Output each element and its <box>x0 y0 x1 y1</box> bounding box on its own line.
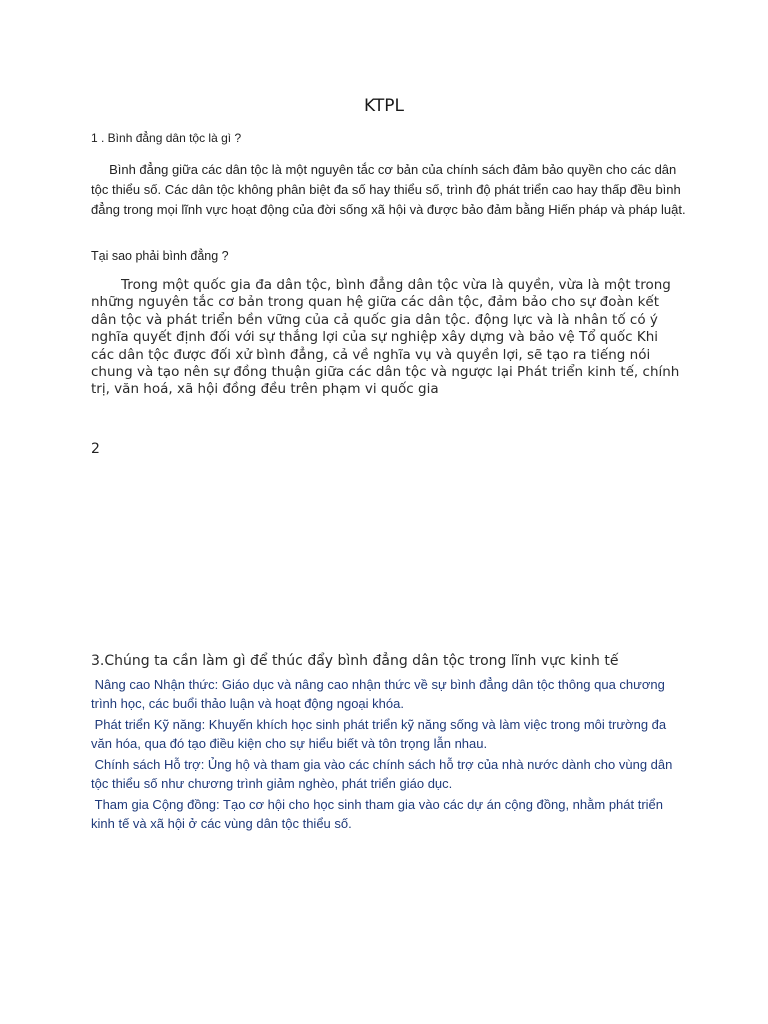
answer-1-text: Bình đẳng giữa các dân tộc là một nguyên tắc cơ bản của chính sách đảm bảo quyền cho các dân tộc thiểu số. Các dân tộc không phân biệt đa số hay thiểu số, trình độ phát triển cao hay thấp đều bình đẳng trong mọi lĩnh vực hoạt động của đời sống xã hội và được bảo đảm bằng Hiến pháp và pháp luật. <box>91 162 686 217</box>
section-3-heading: 3.Chúng ta cần làm gì để thúc đẩy bình đẳng dân tộc trong lĩnh vực kinh tế <box>91 653 619 669</box>
question-1: 1 . Bình đẳng dân tộc là gì ? <box>91 131 242 145</box>
list-item: Phát triển Kỹ năng: Khuyến khích học sinh phát triển kỹ năng sống và làm việc trong môi trường đa văn hóa, qua đó tạo điều kiện cho sự hiểu biết và tôn trọng lẫn nhau. <box>91 717 667 751</box>
section-3-list <box>91 676 683 836</box>
list-item: Chính sách Hỗ trợ: Ủng hộ và tham gia vào các chính sách hỗ trợ của nhà nước dành cho vùng dân tộc thiểu số như chương trình giảm nghèo, phát triển giáo dục. <box>91 757 673 791</box>
list-item: Nâng cao Nhận thức: Giáo dục và nâng cao nhận thức về sự bình đẳng dân tộc thông qua chương trình học, các buổi thảo luận và hoạt động ngoại khóa. <box>91 677 665 711</box>
list-item: Tham gia Cộng đồng: Tạo cơ hội cho học sinh tham gia vào các dự án cộng đồng, nhằm phát triển kinh tế và xã hội ở các vùng dân tộc thiểu số. <box>91 797 664 831</box>
document-title: KTPL <box>364 96 404 116</box>
question-why: Tại sao phải bình đẳng ? <box>91 249 229 263</box>
section-2-number: 2 <box>91 441 100 457</box>
answer-why-paragraph <box>91 277 681 399</box>
answer-1-paragraph <box>91 160 689 220</box>
answer-why-text: Trong một quốc gia đa dân tộc, bình đẳng dân tộc vừa là quyền, vừa là một trong những nguyên tắc cơ bản trong quan hệ giữa các dân tộc, đảm bảo cho sự đoàn kết dân tộc và phát triển bền vững của cả quốc gia dân tộc. động lực và là nhân tố có ý nghĩa quyết định đối với sự thắng lợi của sự nghiệp xây dựng và bảo vệ Tổ quốc Khi các dân tộc được đối xử bình đẳng, cả về nghĩa vụ và quyền lợi, sẽ tạo ra tiếng nói chung và tạo nên sự đồng thuận giữa các dân tộc và ngược lại Phát triển kinh tế, chính trị, văn hoá, xã hội đồng đều trên phạm vi quốc gia <box>91 277 680 398</box>
